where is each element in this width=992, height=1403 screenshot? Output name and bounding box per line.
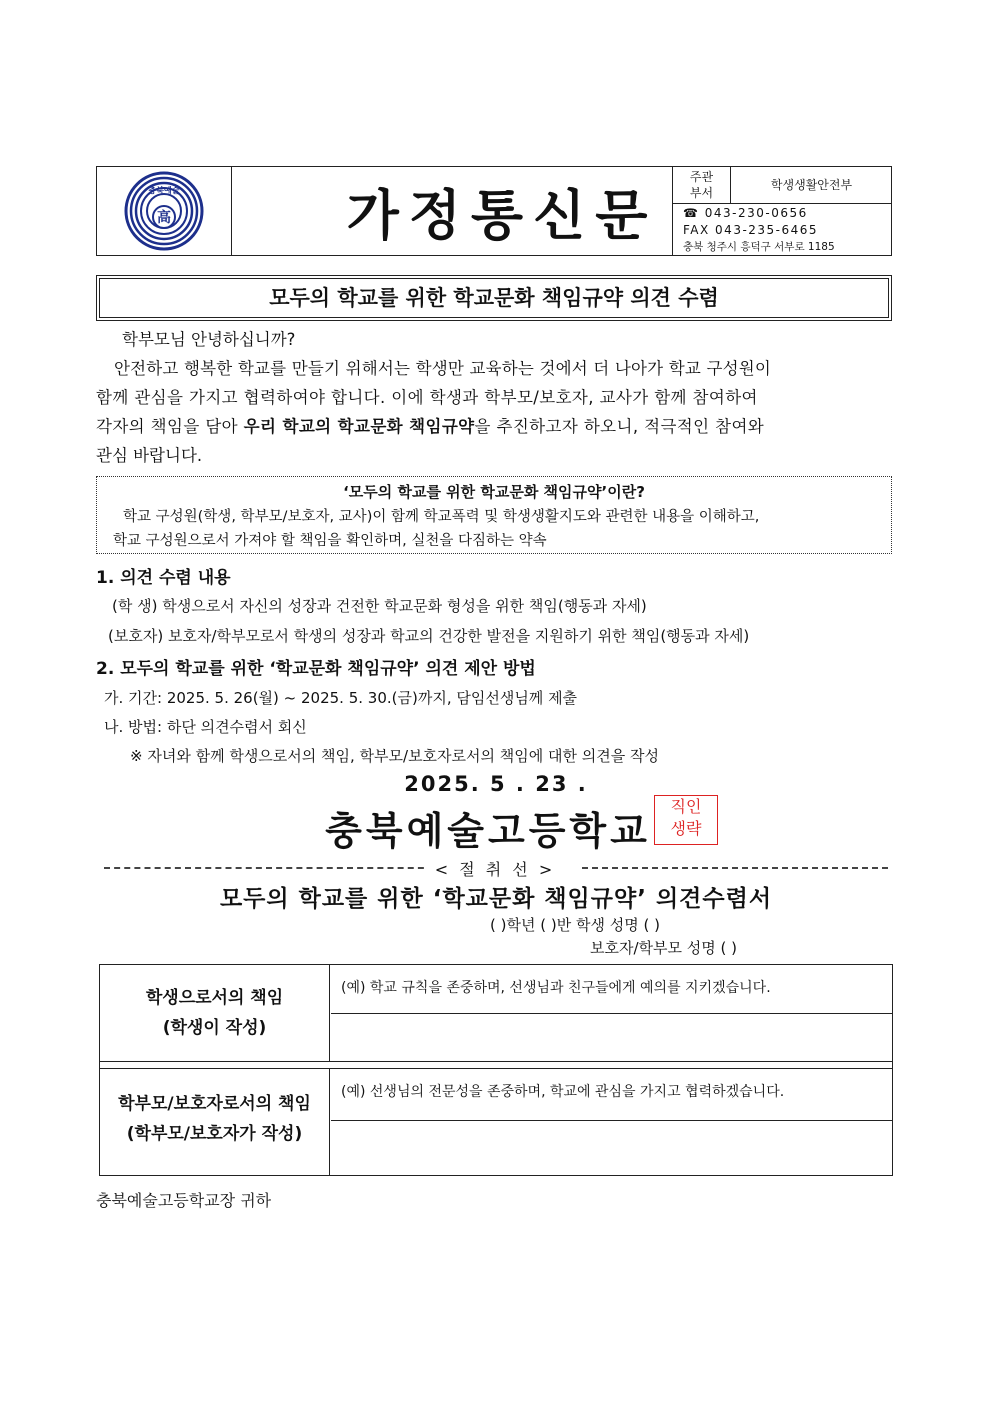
logo-center-char: 高: [157, 210, 171, 226]
greeting: 학부모님 안녕하십니까?: [122, 330, 296, 349]
student-row-label-1: 학생으로서의 책임: [145, 988, 284, 1008]
school-name: 충북예술고등학교: [325, 809, 651, 853]
form-title: 모두의 학교를 위한 ‘학교문화 책임규약’ 의견수렴서: [219, 886, 773, 912]
guardian-name-line: 보호자/학부모 성명 ( ): [590, 939, 737, 957]
section1-student: (학 생) 학생으로서 자신의 성장과 건전한 학교문화 형성을 위한 책임(행동과 자세): [112, 597, 647, 615]
phone: ☎ 043-230-0656: [683, 206, 808, 220]
guardian-row-label: [100, 1069, 330, 1176]
intro-line-3c: 을 추진하고자 하오니, 적극적인 참여와: [474, 417, 765, 436]
subject-title: 모두의 학교를 위한 학교문화 책임규약 의견 수렴: [269, 286, 719, 310]
student-example: (예) 학교 규칙을 존중하며, 선생님과 친구들에게 예의를 지키겠습니다.: [331, 965, 892, 1014]
intro-line-1: 안전하고 행복한 학교를 만들기 위해서는 학생만 교육하는 것에서 더 나아가 학교 구성원이: [114, 359, 772, 378]
student-name-line: ( )학년 ( )반 학생 성명 ( ): [490, 916, 660, 934]
logo-ring-text: 충북예술: [148, 186, 180, 195]
school-logo: [97, 167, 231, 255]
guardian-example: (예) 선생님의 전문성을 존중하며, 학교에 관심을 가지고 협력하겠습니다.: [331, 1069, 892, 1121]
footer-addressee: 충북예술고등학교장 귀하: [96, 1191, 272, 1210]
cut-label: < 절 취 선 >: [427, 860, 564, 879]
intro-line-2: 함께 관심을 가지고 협력하여야 합니다. 이에 학생과 학부모/보호자, 교사가 함께 참여하여: [96, 388, 758, 407]
seal-line-1: 직인: [670, 797, 702, 816]
dept-row: [673, 167, 891, 204]
definition-title: ‘모두의 학교를 위한 학교문화 책임규약’이란?: [343, 483, 645, 501]
student-row: [100, 965, 892, 1062]
guardian-row-label-1: 학부모/보호자로서의 책임: [118, 1094, 311, 1114]
fax: FAX 043-235-6465: [683, 223, 819, 237]
response-table: [99, 964, 893, 1176]
intro-line-3: [96, 412, 764, 441]
dept-label-line2: 부서: [689, 186, 714, 200]
guardian-row: [100, 1068, 892, 1176]
cut-line: [100, 857, 890, 877]
dept-label: [673, 167, 731, 203]
section2-note: ※ 자녀와 함께 학생으로서의 책임, 학부모/보호자로서의 책임에 대한 의견을 작성: [130, 747, 659, 765]
document-title: 가정통신문: [346, 183, 658, 247]
guardian-response-field[interactable]: [331, 1122, 892, 1176]
section2-period: 가. 기간: 2025. 5. 26(월) ~ 2025. 5. 30.(금)까지, 담임선생님께 제출: [104, 689, 578, 707]
guardian-row-label-2: (학부모/보호자가 작성): [126, 1124, 303, 1144]
info-cell: [672, 166, 892, 256]
logo-cell: [97, 167, 232, 255]
intro-line-4: 관심 바랍니다.: [96, 446, 203, 465]
definition-box: [96, 476, 892, 554]
definition-line-1: 학교 구성원(학생, 학부모/보호자, 교사)이 함께 학교폭력 및 학생생활지도와 관련한 내용을 이해하고,: [123, 509, 760, 525]
student-row-label: [100, 965, 330, 1061]
issue-date: 2025. 5 . 23 .: [404, 772, 588, 796]
dept-name: 학생생활안전부: [770, 178, 853, 192]
address: 충북 청주시 흥덕구 서부로 1185: [683, 241, 835, 253]
intro-line-3-bold: 우리 학교의 학교문화 책임규약: [243, 417, 475, 436]
subject-box: [96, 275, 892, 321]
section1-guardian: (보호자) 보호자/학부모로서 학생의 성장과 학교의 건강한 발전을 지원하기 위한 책임(행동과 자세): [108, 627, 750, 645]
student-row-label-2: (학생이 작성): [162, 1018, 267, 1038]
definition-line-2: 학교 구성원으로서 가져야 할 책임을 확인하며, 실천을 다짐하는 약속: [113, 533, 547, 549]
dept-label-line1: 주관: [689, 170, 714, 184]
seal-line-2: 생략: [670, 819, 702, 838]
student-response-field[interactable]: [331, 1015, 892, 1061]
section2-method: 나. 방법: 하단 의견수렴서 회신: [104, 718, 307, 736]
seal-stamp: [654, 795, 718, 845]
section2-heading: 2. 모두의 학교를 위한 ‘학교문화 책임규약’ 의견 제안 방법: [96, 659, 536, 679]
section1-heading: 1. 의견 수렴 내용: [96, 568, 231, 588]
intro-line-3a: 각자의 책임을 담아: [96, 417, 244, 436]
